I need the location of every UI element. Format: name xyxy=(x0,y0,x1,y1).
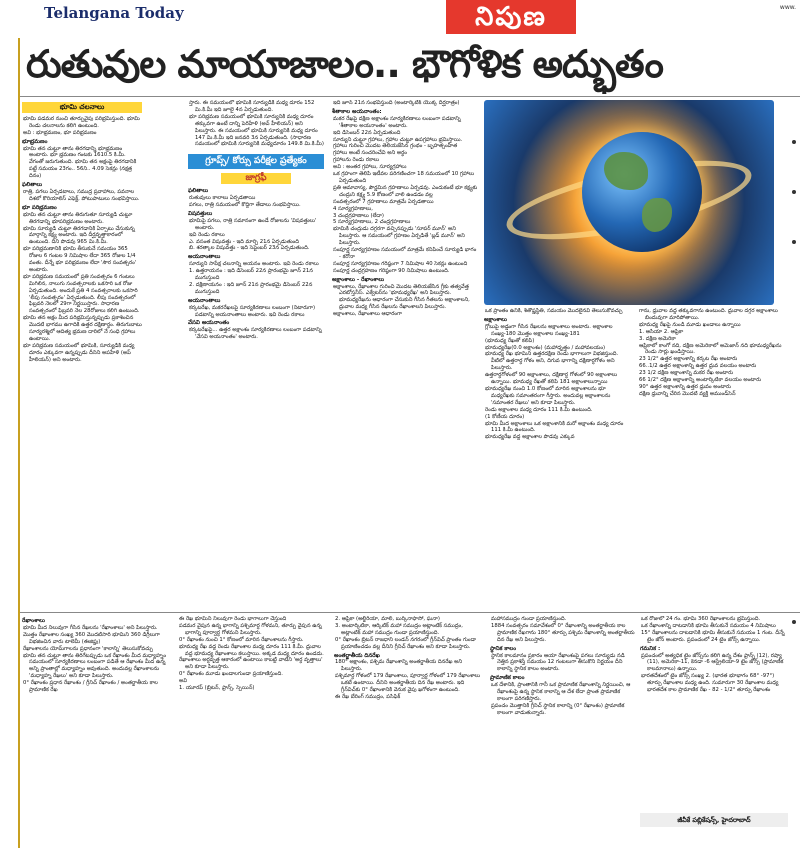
left-accent-strip xyxy=(18,38,20,848)
paragraph: భూమధ్యరేఖ వద్ద అక్షాంశాల పొడవు ఎక్కువ xyxy=(485,434,575,441)
paragraph: 180° అక్షాంశం, పశ్చిమ రేఖాంశాన్ని అంతర్జాతీయ దినరేఖ అని పిలుస్తారు. xyxy=(335,659,463,673)
paragraph: సంపూర్ణ చంద్రగ్రహణం గరిష్ఠంగా 90 నిమిషాలు ఉంటుంది. xyxy=(333,267,450,274)
paragraph: ఎ. వసంత విషువత్తు - ఇది మార్చి 21న ఏర్పడుతుంది xyxy=(189,238,299,245)
paragraph: సంవత్సరంలో 7 గ్రహణాలు మాత్రమే ఏర్పడతాయి xyxy=(333,198,434,205)
column-4 xyxy=(484,308,630,608)
paragraph: భూమిపై పగలు, రాత్రి సమానంగా ఉండే రోజులను 'విషవత్తులు' అంటారు. xyxy=(189,217,317,231)
subheading: భూ పరిభ్రమణం xyxy=(22,204,57,211)
paragraph: కర్కటరేఖపై... ఉత్తర అక్షాంశం సూర్యకిరణాలు లంబంగా పడటాన్ని 'వేసవి అయనాంతం' అంటారు. xyxy=(189,327,322,341)
paragraph: 0° రేఖాంశం బ్రిటన్ రాజధాని లండన్ నగరంలో గ్రీన్‌విచ్ ప్రాంతం గుండా ప్రయాణించడం వల్ల దీనిని గ్రీనిచ్ రేఖాంశం అని కూడా పిలుస్తారు. xyxy=(335,636,477,650)
paragraph: ఇవి రెండు రకాలు xyxy=(189,231,225,238)
paragraph: 1. ఉత్తరాయనం : ఇది డిసెంబర్ 22న ప్రారంభమై జూన్ 21న ముగుస్తుంది xyxy=(189,268,313,282)
paragraph: 3. దక్షిణ అమెరికా xyxy=(639,335,676,342)
adjacent-page-bullet xyxy=(792,620,796,624)
paragraph: 90° ఉత్తర అక్షాంశాన్ని ఉత్తర ధ్రువం అంటారు xyxy=(639,383,731,390)
paragraph: 1. యూరప్ (బ్రిటన్, ఫ్రాన్స్, స్పెయిన్) xyxy=(179,685,255,692)
paragraph: గ్రహాలు అంటే సంచరించేవి అని అర్థం xyxy=(333,150,407,157)
paragraph: భూ పరిభ్రమణ సమయంలో భూమికి, సూర్యుడికి మధ్య దూరం ఎక్కువగా ఉన్నప్పుడు దీనిని అపహేళి (అప్ హీలియన్) అని అంటారు. xyxy=(23,342,135,363)
paragraph: ఇది జూన్ 21న సంభవిస్తుంది (అంటార్కిటిక్ యొక్క దీర్ఘరాత్రం) xyxy=(333,100,460,106)
bottom-column-4 xyxy=(490,616,636,846)
paragraph: భూమికి చంద్రుడు దగ్గరగా వచ్చినప్పుడు 'సూపర్ మూన్' అని పిలుస్తారు. ఆ సమయంలో గ్రహణం ఏర్పడితే 'బ్లడ్ మూన్' అని పిలుస్తారు. xyxy=(333,226,465,247)
paragraph: ఆఫ్రికాలో కాంగో నది, దక్షిణ అమెరికాలో అమెజాన్ నది భూమధ్యరేఖను రెండు సార్లు ఖండిస్తాయి. xyxy=(639,342,782,356)
bottom-section-divider xyxy=(20,612,800,613)
paragraph: భూమధ్యరేఖ నుంచి 1.0 కోణంలో మారిన అక్షాంశాలను భూ మధ్యరేఖకు సమాంతరంగా గీస్తారు. అందువల్ల అక్షాంశాలను 'సమాంతర రేఖలు' అని కూడా పిలుస్తారు. xyxy=(485,385,611,406)
paragraph: బి. శరత్కాల విషువత్తు - ఇది సెప్టెంబర్ 23న ఏర్పడుతుంది. xyxy=(189,245,310,252)
paragraph: భూమి తన చుట్టూ తాను తిరిగేటప్పుడు ఒక రేఖాంశం మీద మధ్యాహ్నం సమయంలో సూర్యకిరణాలు లంబంగా పడితే ఆ రేఖాంశం మీద ఉన్న అన్ని ప్రాంతాల్లో మధ్యాహ్నం అవుతుంది. అందువల్ల రేఖాంశాలను 'మధ్యాహ్న రేఖలు' అని కూడా పిలుస్తారు. xyxy=(23,652,167,680)
paragraph: (భూమధ్య రేఖతో కలిపి) xyxy=(485,337,535,344)
paragraph: భూమి తన చుట్టూ తాను తిరుగుతూ సూర్యుడి చుట్టూ తిరగడాన్ని భూపరిభ్రమణం అంటారు. xyxy=(23,211,133,225)
bottom-column-5 xyxy=(640,616,786,812)
subheading: అక్షాంశాలు - రేఖాంశాలు xyxy=(332,276,385,283)
paragraph: స్తారు. ఈ సమయంలో భూమికి సూర్యుడికి మధ్య దూరం 152 మి.కి.మీ ఇది జూలై 4న ఏర్పడుతుంది. xyxy=(189,100,315,113)
subheading: భూభ్రమణం xyxy=(22,138,48,145)
subheading: అయనాంతాలు xyxy=(188,254,221,261)
publisher-credit: జీవీకే పబ్లికేషన్స్, హైదరాబాద్ xyxy=(640,813,788,827)
paragraph: మకర రేఖపై దక్షిణ అక్షాంశం సూర్యకిరణాలు లంబంగా పడటాన్ని 'శీతాకాల అయనాంతం' అంటారు. xyxy=(333,115,461,129)
paragraph: గ్రహాలు గురించి మొదట తెలియజేసిన గ్రంథం - బృహత్సంహిత xyxy=(333,143,458,150)
paragraph: 3. అంటార్కిటికా, ఆర్కిటిక్ మహా సముద్రం అట్లాంటిక్ సముద్రం, అట్లాంటిక్ మహా సముద్రం గుండా ప్రయాణిస్తుంది. xyxy=(335,622,463,636)
column-1 xyxy=(22,100,142,608)
paragraph: సూర్యుని సాపేక్ష చలనాన్ని అయనం అంటారు. ఇవి రెండు రకాలు xyxy=(189,261,319,268)
paragraph: 2. దక్షిణాయనం : ఇది జూన్ 21న ప్రారంభమై డిసెంబర్ 22న ముగుస్తుంది xyxy=(189,281,313,295)
paragraph: 0° రేఖాంశం మూడు ఖండాలగుండా ప్రయాణిస్తుంది. xyxy=(179,671,283,678)
paragraph: భూమధ్య రేఖపై నుండి మూడు ఖండాలు ఉన్నాయి xyxy=(639,321,741,328)
geography-tag: జాగ్రఫీ xyxy=(221,173,291,184)
subheading: అయనాంతాలు xyxy=(188,297,221,304)
paragraph: మొత్తం రేఖాంశాల సంఖ్య 360 మొదటిసారి భూమిని 360 డిగ్రీలుగా విభజించిన వారు టాలెమీ (ఈజిప్టు) xyxy=(23,631,160,645)
subheading: స్థానిక కాలం xyxy=(490,645,517,652)
paragraph: 15° రేఖాంశాలను దాటడానికి భూమి తీసుకునే సమయం 1 గంట. దీన్నే టైం జోన్ అంటారు. ప్రపంచంలో 24 టైం జోన్స్ ఉన్నాయి. xyxy=(641,629,785,643)
page-header xyxy=(0,0,800,38)
paragraph: అక్షాంశాలు, రేఖాంశాలు ఆధారంగా xyxy=(333,311,402,318)
section-banner: నిపుణ xyxy=(446,0,576,34)
headline-divider xyxy=(20,96,800,97)
paragraph: గ్రహాలను రెండు రకాలు xyxy=(333,157,380,164)
paragraph: అవి xyxy=(179,678,188,685)
paragraph: భూ పరిభ్రమణ సమయంలో ప్రతి సంవత్సరం 6 గంటలు మిగిలిన, నాలుగు సంవత్సరాలకు ఒకసారి ఒక రోజు ఏర్పడుతుంది. అందుకే ప్రతి 4 సంవత్సరాలకు ఒకసారి 'లీపు సంవత్సరం' ఏర్పడుతుంది. లీపు సంవత్సరంలో ఫిబ్రవరి నెలలో 29గా నిర్ణయిస్తారు. సాధారణ సంవత్సరంలో ఫిబ్రవరి నెల 28రోజులు కలిగి ఉంటుంది. xyxy=(23,273,140,315)
paragraph: ఈ రేఖ బేరింగ్ సముద్రం, పసిఫిక్ xyxy=(335,693,401,700)
paragraph: పగలు, రాత్రి సమయంలో కొద్దిగా తేడాలు సంభవిస్తాయి. xyxy=(189,201,301,208)
paragraph: (1 కోణీయ దూరం) xyxy=(485,413,525,420)
paragraph: రుతువులు కాలాలు ఏర్పడతాయి xyxy=(189,195,256,202)
adjacent-page-bullet xyxy=(792,190,796,194)
subheading: శీతాకాల అయనాంతం: xyxy=(332,108,382,115)
paragraph: 5 సూర్యగ్రహణాలు, 2 చంద్రగ్రహణాలు xyxy=(333,219,411,226)
subheading: ఫలితాలు xyxy=(188,188,209,195)
paragraph: అక్షాంశాలు, రేఖాంశాల గురించి మొదట తెలియజేసిన గ్రీకు తత్వవేత్త ఎరటోస్తనీస్. ఎక్వేటర్‌ను 'భూమధ్యరేఖ' అని పిలుస్తారు. భూమధ్యరేఖను ఆధారంగా చేసుకుని గీసిన గీతలను అక్షాంశాలని, ధ్రువాల మధ్య గీసిన రేఖలను రేఖాంశాలని పిలుస్తారు. xyxy=(333,283,470,311)
paragraph: భూమధ్య రేఖ భూమిని ఉత్తరదక్షిణ రెండు భాగాలుగా విభజిస్తుంది. వీటిలో ఉత్తరార్ధ గోళం అని, దిగువ భాగాన్ని దక్షిణార్ధగోళం అని పిలుస్తారు. xyxy=(485,351,619,372)
paragraph: 66 1/2° దక్షిణ అక్షాంశాన్ని అంటార్కిటికా వలయం అంటారు xyxy=(639,377,762,384)
paragraph: ఒక గ్రహంగా తెలిపి ఇటీవల పరిగణించగా 18 సమయంలో 10 గ్రహాలు ఏర్పడుతుంది xyxy=(333,171,475,184)
paragraph: భూమి పడమర నుంచి తూర్పువైపు పరిభ్రమిస్తుంది. భూమి రెండు చలనాలను కలిగి ఉంటుంది. xyxy=(23,115,140,129)
subheading: అక్షాంశాలు xyxy=(484,316,507,323)
brand-logo: Telangana Today xyxy=(44,4,184,22)
paragraph: అవి : భూభ్రమణం, భూ పరిభ్రమణం xyxy=(23,129,97,136)
paragraph: పడమర వైపున ఉన్న భాగాన్ని పశ్చిమార్ధ గోళమని, తూర్పు వైపున ఉన్న భాగాన్ని పూర్వార్ధ గోళమని పిలుస్తారు. xyxy=(179,622,322,636)
paragraph: 0° రేఖాంశం నుంచి 1° కోణంలో మారిన రేఖాంశాలను గీస్తారు. xyxy=(179,636,304,643)
paragraph: ప్రపంచం మొత్తానికి గ్రీనిచ్ స్థానిక కాలాన్ని (0° రేఖాంశం) ప్రామాణిక కాలంగా వాడుతున్నారు. xyxy=(491,702,625,716)
paragraph: సంపూర్ణ సూర్యగ్రహణం గరిష్ఠంగా 7 నిమిషాల 40 సెకన్లు ఉంటుంది xyxy=(333,260,468,267)
paragraph: ఒక దేశానికి, ప్రాంతానికి గానీ ఒక ప్రామాణిక రేఖాంశాన్ని నిర్ణయించి, ఆ రేఖాంశంపై ఉన్న స్థానిక కాలాన్ని ఆ దేశ లేదా ప్రాంత ప్రామాణిక కాలంగా పరిగణిస్తారు. xyxy=(491,682,631,702)
paragraph: ప్రతి ఆమావాస్య, పౌర్ణమిన గ్రహణాలు ఏర్పడవు. ఎందుకంటే భూ కక్ష్యకు చంద్రుని కక్ష్య 5.9 కోణంలో వాలి ఉండడం వల్ల xyxy=(333,184,478,198)
earth-illustration xyxy=(484,100,774,305)
paragraph: భూమి మీద అక్షాంశాలు ఒక అక్షాంశానికి మరో అక్షాంశం మధ్య దూరం 111 కి.మీ ఉంటుంది. xyxy=(485,420,624,434)
subheading: ప్రామాణిక కాలం xyxy=(490,675,525,682)
bottom-column-1 xyxy=(22,616,172,846)
paragraph: ఒక రోజులో 24 గం. భూమి 360 రేఖాంశాలను భ్రమిస్తుంది. xyxy=(641,616,761,622)
subheading: గమనిక : xyxy=(640,645,661,652)
paragraph: స్థానిక కాలమానం ప్రకారం ఆయా రేఖాంశంపై పగలు సూర్యుడు నడి నెత్తిన ప్రకాశిస్తే సమయం 12 గంటలుగా తీసుకొని నిర్ణయం దీని కాలాన్ని స్థానిక కాలం అంటారు. xyxy=(491,652,625,673)
paragraph: 2. ఆఫ్రికా (అల్జీరియా, మాలి, బుర్కినాఫాసో, ఘనా) xyxy=(335,616,440,622)
paragraph: భూమి తన అక్షం మీద పరిభ్రమిస్తున్నప్పుడు ప్రకాశించిన మొదటి భాగము ఉగాదికి ఉత్తర దక్షిణార్థం. తిరుగుబాటు సూర్యరశ్మిలో ఆదిత్య భ్రమణ దారిలో నే సంధి గ్రహాలు ఉంటాయి. xyxy=(23,315,142,342)
page-ref: www. xyxy=(779,4,796,11)
paragraph: ప్రపంచంలో అత్యధిక టైం జోన్స్‌ను కలిగి ఉన్న దేశం ఫ్రాన్స్ (12), రష్యా (11), అమెరికా-11, కెనడా -6 ఆస్ట్రేలియా-9 టైం జోన్స్ (ప్రామాణిక కాలమానాలు) ఉన్నాయి. xyxy=(641,652,784,673)
paragraph: 0° రేఖాంశం ప్రధాన రేఖాంశం / గ్రీనిచ్ రేఖాంశం / అంతర్జాతీయ కాల ప్రామాణిక రేఖ xyxy=(23,680,158,694)
subheading: ఫలితాలు xyxy=(22,182,43,189)
paragraph: భూ పరిభ్రమణ సమయంలో భూమికి సూర్యునికి మధ్య దూరం తక్కువగా ఉంటే దాన్ని పెరిహేళి (అవ్ హీలియన్) అని పిలుస్తారు. ఈ సమయంలో భూమికి సూర్యునికి మధ్య దూరం 147 మి.కి.మీ ఇది జనవరి 3న ఏర్పడుతుంది. (సాధారణ సమయంలో భూమికి సూర్యునికి మధ్యదూరం 149.8 మి.కి.మీ) xyxy=(189,113,324,148)
adjacent-page-bullet xyxy=(792,140,796,144)
paragraph: రేఖాంశాలను యోమ్‌గాలను ప్రధానంగా 'కాలాన్ని' తెలుసుకోవచ్చు xyxy=(23,645,153,652)
paragraph: రెండు అక్షాంశాల మధ్య దూరం 111 కి.మీ ఉంటుంది. xyxy=(485,406,593,413)
paragraph: భూమి తన చుట్టూ తాను తిరగడాన్ని భూభ్రమణం అంటారు. భూ భ్రమణం గంటకు 1610.5 కి.మీ. వేగంతో జరుగుతుంది. భూమి తన అక్షంపై తిరగడానికి పట్టే సమయం 23గం.. 56ని.. 4.09 సెకన్లు (నక్షత్ర దినం) xyxy=(23,145,137,180)
subheading: రేఖాంశాలు xyxy=(22,618,45,624)
paragraph: రాత్రి, పగలు ఏర్పడటాలు, సముద్ర ప్రవాహాలు, పవనాల దిశలో కొరియాలిస్ ఎఫెక్ట్, పోటుపాటులు సంభవిస్తాయి. xyxy=(23,188,140,202)
paragraph: సంపూర్ణ సూర్యగ్రహణం సమయంలో మాత్రమే కనిపించే సూర్యుడి భాగం - కరోనా xyxy=(333,247,477,260)
article-headline: రుతువుల మాయాజాలం.. భౌగోళిక అద్భుతం xyxy=(26,42,663,86)
groups-exam-banner: గ్రూప్స్/ కోర్సు పరీక్షల ప్రత్యేకం xyxy=(188,154,324,169)
earth-globe-icon xyxy=(582,132,702,252)
paragraph: కర్కటరేఖ, మకరరేఖలపై సూర్యకిరణాలు లంబంగా (నిటారుగా) పడటాన్ని అయనాంతాలు అంటారు. ఇవి రెండు రకాలు xyxy=(189,304,316,318)
bottom-column-3 xyxy=(334,616,484,846)
paragraph: దక్షిణ ధ్రువాన్ని చేరిన మొదటి వ్యక్తి అముండ్‌సెన్ xyxy=(639,390,736,397)
column-5 xyxy=(638,308,784,608)
paragraph: గ్లోబుపై అడ్డంగా గీసిన రేఖలను అక్షాంశాలు అంటారు. అక్షాంశాల సంఖ్య-180 మొత్తం అక్షాంశాల సంఖ్య-181 xyxy=(485,323,613,337)
paragraph: ఒక రేఖాంశాన్ని దాటడానికి భూమి తీసుకునే సమయం 4 నిమిషాలు xyxy=(641,622,776,629)
subheading: అంతర్జాతీయ దినరేఖ xyxy=(334,652,380,659)
paragraph: మహాసముద్రం గుండా ప్రయాణిస్తుంది. xyxy=(491,616,567,622)
paragraph: ఇది డిసెంబర్ 22న ఏర్పడుతుంది xyxy=(333,129,401,136)
paragraph: ఈ రేఖ భూమిని నిలువుగా రెండు భాగాలుగా చేస్తుంది xyxy=(179,616,287,622)
paragraph: భూమధ్యరేఖ(0.0 అక్షాంశం) (మహాధృత్తం / మహావలయం) xyxy=(485,344,606,351)
paragraph: 23 1/2 దక్షిణ అక్షాంశాన్ని మకర రేఖ అంటారు xyxy=(639,370,734,377)
paragraph: భారతదేశంలో టైం జోన్స్ సంఖ్య 2. (భారత భూభాగం 68° -97°) తూర్పు రేఖాంశాల మధ్య ఉంది. సుమారుగా 30 రేఖాంశాల మధ్య భారతదేశ కాల ప్రామాణిక రేఖ - 82 - 1/2° తూర్పు రేఖాంశం xyxy=(641,673,779,694)
paragraph: పశ్చిమార్ధ గోళంలో 179 రేఖాంశాలు, పూర్వార్ధ గోళంలో 179 రేఖాంశాలు ఒకటే ఉంటాయి. దీనిని అంతర్జాతీయ దిన రేఖ అంటారు. ఇది గ్రీన్‌విచ్‌కు 0° రేఖాంశానికి వెనుక వైపు ఖగోళంగా ఉంటుంది. xyxy=(335,673,481,694)
paragraph: గాను, ధ్రువాల వద్ద తక్కువగాను ఉంటుంది. ధ్రువాల దగ్గర అక్షాంశాలు బిందువుగా మారిపోతాయి. xyxy=(639,308,778,321)
paragraph: భూమి మీద నిలువుగా గీసిన రేఖలను 'రేఖాంశాలు' అని పిలుస్తారు. xyxy=(23,624,158,631)
paragraph: 4 సూర్యగ్రహణాలు, xyxy=(333,205,373,212)
column-3 xyxy=(332,100,478,608)
subheading: విషవత్తులు xyxy=(188,210,213,217)
bottom-column-2 xyxy=(178,616,328,846)
paragraph: 1. ఆసియా 2. ఆఫ్రికా xyxy=(639,328,684,335)
paragraph: 66..1/2 ఉత్తర అక్షాంశాన్ని ఉత్తర ధ్రువ వలయం అంటారు xyxy=(639,363,757,370)
paragraph: ఒక ప్రాంతం ఉనికి, శీతోష్ణస్థితి, సమయం మొదలైనవి తెలుసుకోవచ్చు xyxy=(485,308,623,314)
column-2 xyxy=(188,100,324,608)
paragraph: అవి : అంతర గ్రహాలు, సూర్యగ్రహాలు xyxy=(333,164,407,171)
paragraph: ఉత్తరార్ధగోళంలో 90 అక్షాంశాలు, దక్షిణార్ధ గోళంలో 90 అక్షాంశాలు ఉన్నాయి. భూమధ్య రేఖతో కలిపి 181 అక్షాంశాలున్నాయి xyxy=(485,372,618,386)
paragraph: భూ పరిభ్రమణానికి భూమి తీసుకునే సమయం 365 రోజుల 6 గంటల 9 నిమిషాల లేదా 365 రోజుల 1/4 వంతు. దీన్నే భూ పరిభ్రమణం లేదా 'సౌర సంవత్సరం' అంటారు. xyxy=(23,246,137,273)
paragraph: 1884 సంవత్సరం సమావేశంలో 0° రేఖాంశాన్ని అంతర్జాతీయ కాల ప్రామాణిక రేఖగాను 180° తూర్పు పశ్చిమ రేఖాంశాన్ని అంతర్జాతీయ దిన రేఖ అని పిలుస్తారు. xyxy=(491,622,635,643)
adjacent-page-bullet xyxy=(792,240,796,244)
paragraph: 3 చంద్రగ్రహణాలు (లేదా) xyxy=(333,212,384,219)
section-title: భూమి చలనాలు xyxy=(22,102,142,113)
paragraph: భూమధ్య రేఖ వద్ద రెండు రేఖాంశాల మధ్య దూరం 111 కి.మీ. ధ్రువాల వద్ద భూమధ్య రేఖాంశాలు కలుస్తాయి. అక్కడ మధ్య దూరం ఉండదు. xyxy=(179,643,324,657)
paragraph: రేఖాంశాలు అర్ధవృత్త ఆకారంలో ఉంటాయి కాబట్టి వాటిని 'అర్ధ వృత్తాలు' అని కూడా పిలుస్తారు. xyxy=(179,657,323,671)
paragraph: సూర్యుని చుట్టూ గ్రహాలు, గ్రహాల చుట్టూ ఉపగ్రహాలు భ్రమిస్తాయి. xyxy=(333,136,463,143)
paragraph: భూమి సూర్యుడి చుట్టూ తిరగడానికి ఏర్పాటు చేసుకున్న మార్గాన్ని కక్ష్య అంటారు. ఇది దీర్ఘవృత్తాకారంలో ఉంటుంది. దీని పొడవు 965 మి.కి.మీ. xyxy=(23,225,135,246)
paragraph: 23 1/2° ఉత్తర అక్షాంశాన్ని కర్కట రేఖ అంటారు xyxy=(639,356,738,363)
subheading: వేసవి అయనాంతం xyxy=(188,320,230,327)
